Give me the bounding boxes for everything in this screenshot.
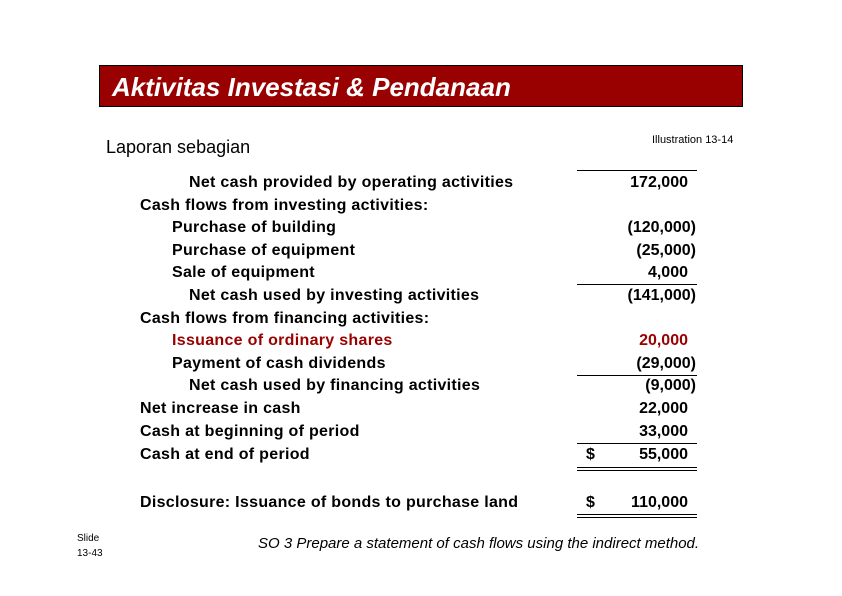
row-investing-header: Cash flows from investing activities: (140, 197, 429, 214)
rule-top (577, 170, 697, 171)
rule-before-cash-end (577, 443, 697, 444)
amount-issuance-shares: 20,000 (639, 332, 688, 349)
rule-double-2 (577, 470, 697, 471)
row-sale-equipment: Sale of equipment (172, 264, 315, 281)
row-financing-header: Cash flows from financing activities: (140, 310, 430, 327)
slide-num-value: 13-43 (77, 548, 103, 559)
currency-cash-end: $ (586, 446, 595, 463)
subtitle: Laporan sebagian (106, 137, 251, 157)
footer-objective: SO 3 Prepare a statement of cash flows using the indirect method. (258, 535, 700, 552)
illustration-label: Illustration 13-14 (652, 134, 734, 146)
row-issuance-shares: Issuance of ordinary shares (172, 332, 393, 349)
rule-investing (577, 284, 697, 285)
title-bar (99, 65, 743, 107)
amount-net-increase: 22,000 (639, 400, 688, 417)
row-net-cash-investing: Net cash used by investing activities (189, 287, 480, 304)
amount-payment-dividends: (29,000) (636, 355, 696, 372)
row-cash-end: Cash at end of period (140, 446, 310, 463)
amount-purchase-building: (120,000) (627, 219, 696, 236)
amount-sale-equipment: 4,000 (647, 264, 688, 281)
amount-net-cash-investing: (141,000) (627, 287, 696, 304)
currency-disclosure: $ (586, 494, 595, 511)
row-purchase-building: Purchase of building (172, 219, 337, 236)
amount-cash-end: 55,000 (639, 446, 688, 463)
amount-cash-beginning: 33,000 (639, 423, 688, 440)
amount-purchase-equipment: (25,000) (636, 242, 696, 259)
slide-number (77, 531, 103, 561)
slide-label: Slide (77, 533, 100, 544)
row-payment-dividends: Payment of cash dividends (172, 355, 386, 372)
rule-double-1 (577, 467, 697, 468)
amount-net-cash-financing: (9,000) (645, 377, 696, 394)
row-net-increase: Net increase in cash (140, 400, 301, 417)
row-disclosure: Disclosure: Issuance of bonds to purchase land (140, 494, 519, 511)
amount-net-cash-operating: 172,000 (630, 174, 688, 191)
amount-disclosure: 110,000 (631, 494, 688, 511)
slide-title: Aktivitas Investasi & Pendanaan (112, 72, 511, 102)
row-purchase-equipment: Purchase of equipment (172, 242, 356, 259)
rule-financing (577, 375, 697, 376)
rule-disclosure-1 (577, 514, 697, 515)
rule-disclosure-2 (577, 517, 697, 518)
row-net-cash-operating: Net cash provided by operating activities (189, 174, 514, 191)
row-net-cash-financing: Net cash used by financing activities (189, 377, 481, 394)
row-cash-beginning: Cash at beginning of period (140, 423, 360, 440)
